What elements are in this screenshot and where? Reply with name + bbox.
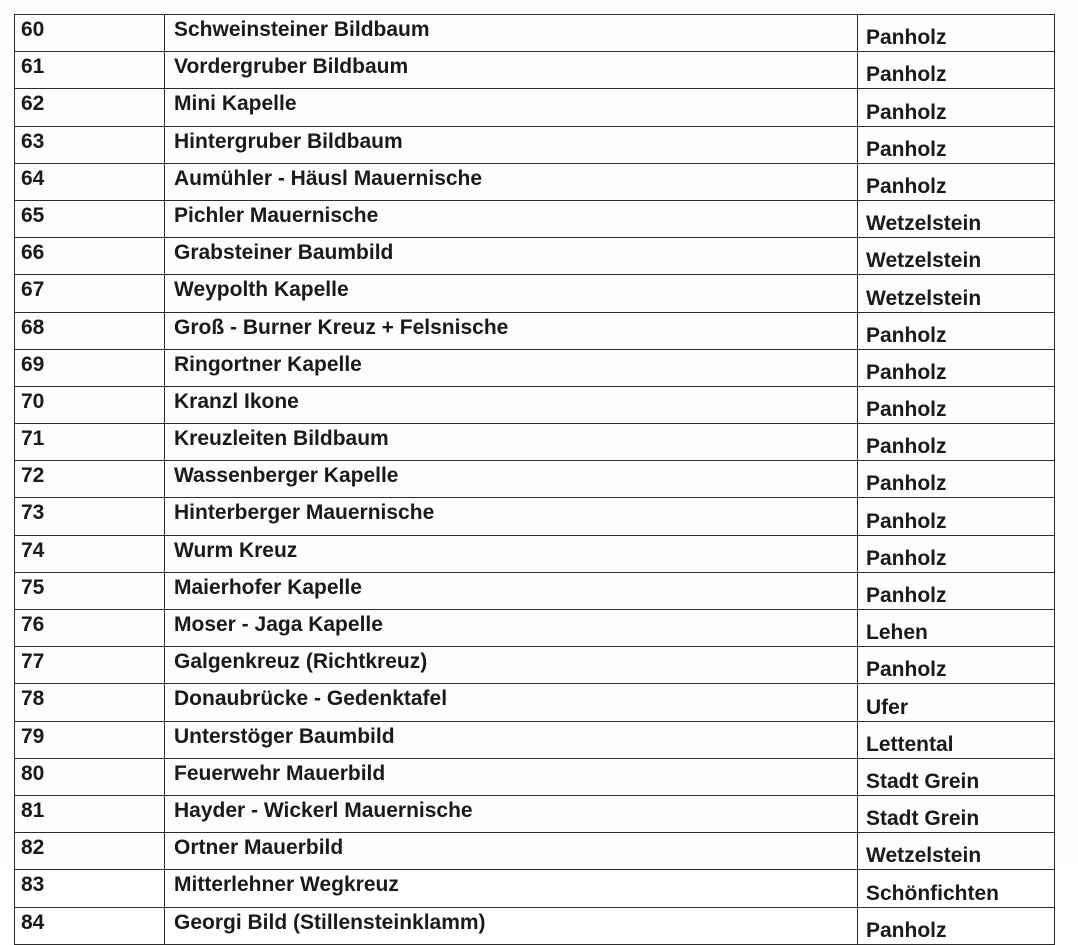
shrine-name: Unterstöger Baumbild	[165, 721, 858, 758]
row-number: 64	[15, 163, 165, 200]
row-number: 84	[15, 907, 165, 944]
location: Panholz	[858, 312, 1055, 349]
table-row	[15, 572, 1055, 609]
table-row	[15, 200, 1055, 237]
location: Wetzelstein	[858, 275, 1055, 312]
location: Lettental	[858, 721, 1055, 758]
row-number: 82	[15, 833, 165, 870]
table-body	[15, 15, 1055, 945]
shrine-name: Feuerwehr Mauerbild	[165, 758, 858, 795]
table-row	[15, 349, 1055, 386]
row-number: 72	[15, 461, 165, 498]
table-row	[15, 386, 1055, 423]
shrine-name: Georgi Bild (Stillensteinklamm)	[165, 907, 858, 944]
shrine-name: Mini Kapelle	[165, 89, 858, 126]
shrine-name: Maierhofer Kapelle	[165, 572, 858, 609]
row-number: 78	[15, 684, 165, 721]
location: Panholz	[858, 349, 1055, 386]
table-row	[15, 833, 1055, 870]
row-number: 74	[15, 535, 165, 572]
row-number: 60	[15, 15, 165, 52]
location: Lehen	[858, 610, 1055, 647]
location: Panholz	[858, 52, 1055, 89]
table-row	[15, 721, 1055, 758]
shrine-name: Hinterberger Mauernische	[165, 498, 858, 535]
location: Panholz	[858, 163, 1055, 200]
shrine-name: Hayder - Wickerl Mauernische	[165, 795, 858, 832]
row-number: 61	[15, 52, 165, 89]
shrine-name: Kranzl Ikone	[165, 386, 858, 423]
row-number: 80	[15, 758, 165, 795]
location: Wetzelstein	[858, 238, 1055, 275]
table-row	[15, 424, 1055, 461]
location: Panholz	[858, 572, 1055, 609]
shrine-name: Wurm Kreuz	[165, 535, 858, 572]
table-row	[15, 758, 1055, 795]
shrine-name: Donaubrücke - Gedenktafel	[165, 684, 858, 721]
location: Panholz	[858, 424, 1055, 461]
location: Panholz	[858, 907, 1055, 944]
row-number: 70	[15, 386, 165, 423]
row-number: 73	[15, 498, 165, 535]
shrine-name: Kreuzleiten Bildbaum	[165, 424, 858, 461]
shrine-name: Pichler Mauernische	[165, 200, 858, 237]
shrine-name: Ringortner Kapelle	[165, 349, 858, 386]
table-row	[15, 52, 1055, 89]
location: Panholz	[858, 535, 1055, 572]
location: Panholz	[858, 647, 1055, 684]
location: Panholz	[858, 89, 1055, 126]
location: Wetzelstein	[858, 200, 1055, 237]
table-row	[15, 535, 1055, 572]
location: Wetzelstein	[858, 833, 1055, 870]
shrine-name: Schweinsteiner Bildbaum	[165, 15, 858, 52]
table-row	[15, 163, 1055, 200]
location: Panholz	[858, 498, 1055, 535]
row-number: 62	[15, 89, 165, 126]
shrine-name: Galgenkreuz (Richtkreuz)	[165, 647, 858, 684]
row-number: 75	[15, 572, 165, 609]
wayside-shrine-table	[14, 14, 1055, 945]
table-row	[15, 461, 1055, 498]
table-row	[15, 312, 1055, 349]
shrine-name: Groß - Burner Kreuz + Felsnische	[165, 312, 858, 349]
table-row	[15, 907, 1055, 944]
table-row	[15, 647, 1055, 684]
shrine-name: Aumühler - Häusl Mauernische	[165, 163, 858, 200]
row-number: 66	[15, 238, 165, 275]
location: Ufer	[858, 684, 1055, 721]
row-number: 79	[15, 721, 165, 758]
shrine-name: Moser - Jaga Kapelle	[165, 610, 858, 647]
row-number: 83	[15, 870, 165, 907]
location: Panholz	[858, 126, 1055, 163]
table-row	[15, 870, 1055, 907]
table-row	[15, 610, 1055, 647]
row-number: 76	[15, 610, 165, 647]
row-number: 81	[15, 795, 165, 832]
table-row	[15, 275, 1055, 312]
row-number: 69	[15, 349, 165, 386]
row-number: 65	[15, 200, 165, 237]
table-row	[15, 89, 1055, 126]
location: Panholz	[858, 461, 1055, 498]
location: Schönfichten	[858, 870, 1055, 907]
shrine-name: Vordergruber Bildbaum	[165, 52, 858, 89]
table-row	[15, 238, 1055, 275]
location: Stadt Grein	[858, 795, 1055, 832]
location: Panholz	[858, 15, 1055, 52]
shrine-name: Hintergruber Bildbaum	[165, 126, 858, 163]
shrine-name: Weypolth Kapelle	[165, 275, 858, 312]
row-number: 67	[15, 275, 165, 312]
row-number: 77	[15, 647, 165, 684]
location: Stadt Grein	[858, 758, 1055, 795]
table-row	[15, 126, 1055, 163]
row-number: 63	[15, 126, 165, 163]
shrine-name: Ortner Mauerbild	[165, 833, 858, 870]
row-number: 71	[15, 424, 165, 461]
shrine-name: Grabsteiner Baumbild	[165, 238, 858, 275]
table-row	[15, 15, 1055, 52]
location: Panholz	[858, 386, 1055, 423]
table-row	[15, 684, 1055, 721]
shrine-name: Wassenberger Kapelle	[165, 461, 858, 498]
shrine-name: Mitterlehner Wegkreuz	[165, 870, 858, 907]
table-row	[15, 795, 1055, 832]
table-row	[15, 498, 1055, 535]
row-number: 68	[15, 312, 165, 349]
